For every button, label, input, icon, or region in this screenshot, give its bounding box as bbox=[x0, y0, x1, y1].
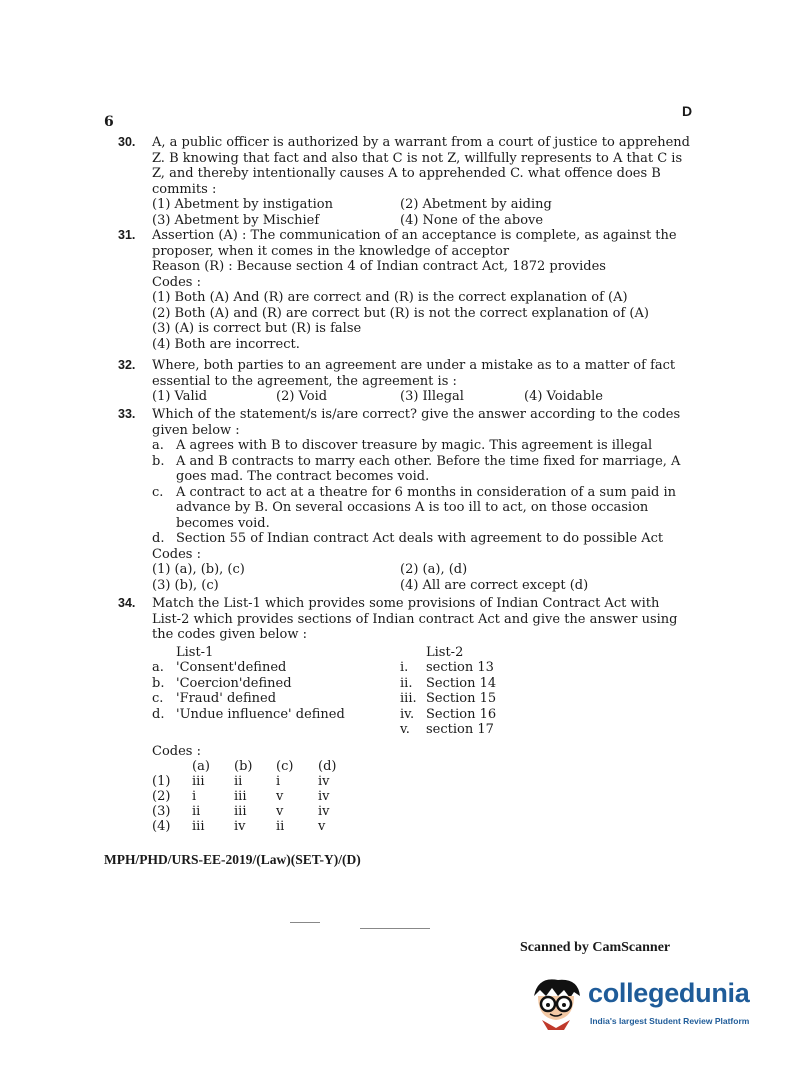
option: (2) (a), (d) bbox=[400, 562, 468, 577]
list-item: ii. Section 14 bbox=[400, 675, 497, 691]
brand-name: collegedunia bbox=[588, 978, 750, 1008]
question-number: 33. bbox=[118, 407, 136, 421]
question-32 bbox=[118, 358, 690, 405]
option: (1) Valid bbox=[152, 389, 208, 404]
question-30 bbox=[118, 135, 690, 228]
codes-label: Codes : bbox=[152, 274, 201, 290]
option: (3) Illegal bbox=[400, 389, 464, 404]
collegedunia-logo bbox=[528, 974, 758, 1030]
option: (3) (A) is correct but (R) is false bbox=[152, 321, 362, 336]
statement-d: d. Section 55 of Indian contract Act deals with agreement to do possible Act bbox=[152, 531, 664, 546]
option: (2) Abetment by aiding bbox=[400, 197, 552, 212]
option: (3) (b), (c) bbox=[152, 577, 219, 593]
question-number: 30. bbox=[118, 135, 136, 149]
question-text: Match the List-1 which provides some provisions of Indian Contract Act with List-2 which provides sections of Indian contract Act and give the answer using the codes given below : bbox=[152, 596, 678, 642]
question-34 bbox=[118, 596, 690, 834]
question-number: 34. bbox=[118, 596, 136, 610]
set-code: D bbox=[682, 103, 693, 119]
paper-code: MPH/PHD/URS-EE-2019/(Law)(SET-Y)/(D) bbox=[104, 852, 361, 867]
divider bbox=[360, 928, 430, 929]
codes-row: (1) iii ii i iv bbox=[152, 774, 330, 789]
codes-label: Codes : bbox=[152, 546, 201, 562]
codes-row: (3) ii iii v iv bbox=[152, 804, 330, 819]
list-1 bbox=[152, 645, 400, 738]
match-lists bbox=[152, 645, 690, 738]
option: (4) None of the above bbox=[400, 212, 544, 228]
list-item: iii. Section 15 bbox=[400, 691, 497, 706]
codes-label: Codes : bbox=[152, 743, 201, 759]
codes-row: (4) iii iv ii v bbox=[152, 819, 326, 834]
question-text: Which of the statement/s is/are correct? give the answer according to the codes given below : bbox=[152, 407, 681, 438]
question-31 bbox=[118, 228, 690, 352]
statement-a: a. A agrees with B to discover treasure by magic. This agreement is illegal bbox=[152, 438, 653, 453]
statement-b: b. A and B contracts to marry each other. Before the time fixed for marriage, A goes mad. The contract becomes void. bbox=[152, 453, 681, 484]
reason-text: Reason (R) : Because section 4 of Indian contract Act, 1872 provides bbox=[152, 259, 606, 274]
codes-row: (2) i iii v iv bbox=[152, 789, 330, 804]
list-item: a. 'Consent'defined bbox=[152, 660, 287, 675]
list-item: c. 'Fraud' defined bbox=[152, 691, 277, 706]
question-text: A, a public officer is authorized by a warrant from a court of justice to apprehend Z. B knowing that fact and also that C is not Z, willfully represents to A that C is Z, and thereby intentionally causes A to apprehended C. what offence does B commits : bbox=[152, 135, 690, 197]
brand-tagline: India's largest Student Review Platform bbox=[590, 1016, 750, 1026]
statement-c: c. A contract to act at a theatre for 6 months in consideration of a sum paid in advance by B. On several occasions A is too ill to act, on those occasion becomes void. bbox=[152, 484, 677, 531]
mascot-icon bbox=[528, 974, 584, 1030]
question-number: 31. bbox=[118, 228, 136, 242]
codes-header-row: (a) (b) (c) (d) bbox=[192, 759, 337, 774]
list-2-title: List-2 bbox=[426, 644, 464, 660]
codes-table bbox=[152, 759, 344, 834]
option: (2) Void bbox=[276, 389, 328, 404]
list-item: i. section 13 bbox=[400, 660, 494, 675]
list-1-title: List-1 bbox=[176, 644, 214, 660]
option: (4) Both are incorrect. bbox=[152, 336, 300, 352]
question-number: 32. bbox=[118, 358, 136, 372]
option: (1) (a), (b), (c) bbox=[152, 562, 245, 577]
option: (2) Both (A) and (R) are correct but (R) is not the correct explanation of (A) bbox=[152, 305, 649, 321]
option: (3) Abetment by Mischief bbox=[152, 212, 320, 228]
list-item: b. 'Coercion'defined bbox=[152, 675, 292, 691]
divider bbox=[290, 922, 320, 923]
list-2 bbox=[400, 645, 496, 738]
question-text: Where, both parties to an agreement are under a mistake as to a matter of fact essential to the agreement, the agreement is : bbox=[152, 358, 676, 389]
option: (4) Voidable bbox=[524, 389, 603, 404]
scanned-by-note: Scanned by CamScanner bbox=[520, 940, 671, 955]
assertion-text: Assertion (A) : The communication of an acceptance is complete, as against the proposer, when it comes in the knowledge of acceptor bbox=[152, 228, 677, 259]
option: (4) All are correct except (d) bbox=[400, 577, 589, 593]
list-item: d. 'Undue influence' defined bbox=[152, 706, 345, 722]
list-item: iv. Section 16 bbox=[400, 706, 497, 722]
question-33 bbox=[118, 407, 690, 593]
option: (1) Abetment by instigation bbox=[152, 197, 333, 212]
list-item: v. section 17 bbox=[400, 722, 494, 737]
page-number: 6 bbox=[104, 114, 114, 130]
option: (1) Both (A) And (R) are correct and (R) is the correct explanation of (A) bbox=[152, 290, 628, 305]
